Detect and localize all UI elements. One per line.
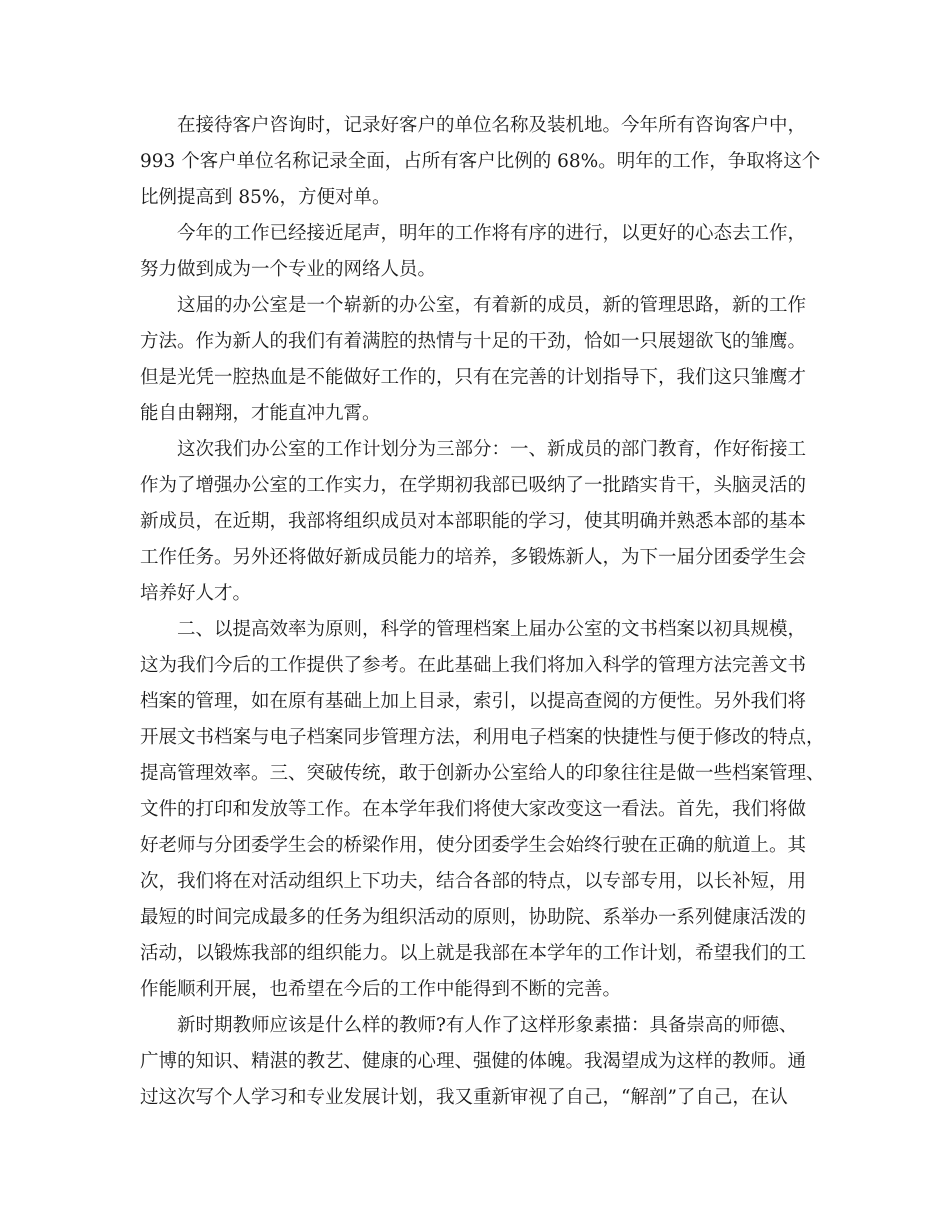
paragraph: [140, 1008, 830, 1116]
text-line: 次，我们将在对活动组织上下功夫，结合各部的特点，以专部专用，以长补短，用: [140, 871, 807, 892]
text-line: 能自由翱翔，才能直冲九霄。: [140, 403, 381, 424]
text-line: 这次我们办公室的工作计划分为三部分：一、新成员的部门教育，作好衔接工: [177, 439, 807, 460]
text-line: 但是光凭一腔热血是不能做好工作的，只有在完善的计划指导下，我们这只雏鹰才: [140, 367, 807, 388]
text-line: 努力做到成为一个专业的网络人员。: [140, 259, 437, 280]
text-line: 今年的工作已经接近尾声，明年的工作将有序的进行，以更好的心态去工作，: [177, 223, 807, 244]
text-line: 过这次写个人学习和专业发展计划，我又重新审视了自己，“解剖”了自己，在认: [140, 1087, 788, 1108]
text-line: 新时期教师应该是什么样的教师?有人作了这样形象素描：具备崇高的师德、: [177, 1015, 798, 1036]
text-line: 作能顺利开展，也希望在今后的工作中能得到不断的完善。: [140, 979, 622, 1000]
text-line: 这届的办公室是一个崭新的办公室，有着新的成员，新的管理思路，新的工作: [177, 295, 807, 316]
paragraph: [140, 432, 830, 612]
text-line: 比例提高到 85%，方便对单。: [140, 187, 391, 208]
document-body: [140, 108, 830, 1116]
text-line: 好老师与分团委学生会的桥梁作用，使分团委学生会始终行驶在正确的航道上。其: [140, 835, 807, 856]
text-line: 方法。作为新人的我们有着满腔的热情与十足的干劲，恰如一只展翅欲飞的雏鹰。: [140, 331, 807, 352]
paragraph: [140, 108, 830, 216]
text-line: 在接待客户咨询时，记录好客户的单位名称及装机地。今年所有咨询客户中，: [177, 115, 807, 136]
paragraph: [140, 216, 830, 288]
text-line: 最短的时间完成最多的任务为组织活动的原则，协助院、系举办一系列健康活泼的: [140, 907, 807, 928]
text-line: 活动，以锻炼我部的组织能力。以上就是我部在本学年的工作计划，希望我们的工: [140, 943, 807, 964]
text-line: 开展文书档案与电子档案同步管理方法，利用电子档案的快捷性与便于修改的特点，: [140, 727, 825, 748]
paragraph: [140, 612, 830, 1008]
text-line: 新成员，在近期，我部将组织成员对本部职能的学习，使其明确并熟悉本部的基本: [140, 511, 807, 532]
text-line: 文件的打印和发放等工作。在本学年我们将使大家改变这一看法。首先，我们将做: [140, 799, 807, 820]
text-line: 作为了增强办公室的工作实力，在学期初我部已吸纳了一批踏实肯干，头脑灵活的: [140, 475, 807, 496]
text-line: 培养好人才。: [140, 583, 252, 604]
text-line: 档案的管理，如在原有基础上加上目录，索引，以提高查阅的方便性。另外我们将: [140, 691, 807, 712]
text-line: 广博的知识、精湛的教艺、健康的心理、强健的体魄。我渴望成为这样的教师。通: [140, 1051, 807, 1072]
text-line: 工作任务。另外还将做好新成员能力的培养，多锻炼新人，为下一届分团委学生会: [140, 547, 807, 568]
text-line: 提高管理效率。三、突破传统，敢于创新办公室给人的印象往往是做一些档案管理、: [140, 763, 825, 784]
paragraph: [140, 288, 830, 432]
text-line: 二、以提高效率为原则，科学的管理档案上届办公室的文书档案以初具规模，: [177, 619, 807, 640]
text-line: 这为我们今后的工作提供了参考。在此基础上我们将加入科学的管理方法完善文书: [140, 655, 807, 676]
text-line: 993 个客户单位名称记录全面，占所有客户比例的 68%。明年的工作，争取将这个: [140, 151, 821, 172]
